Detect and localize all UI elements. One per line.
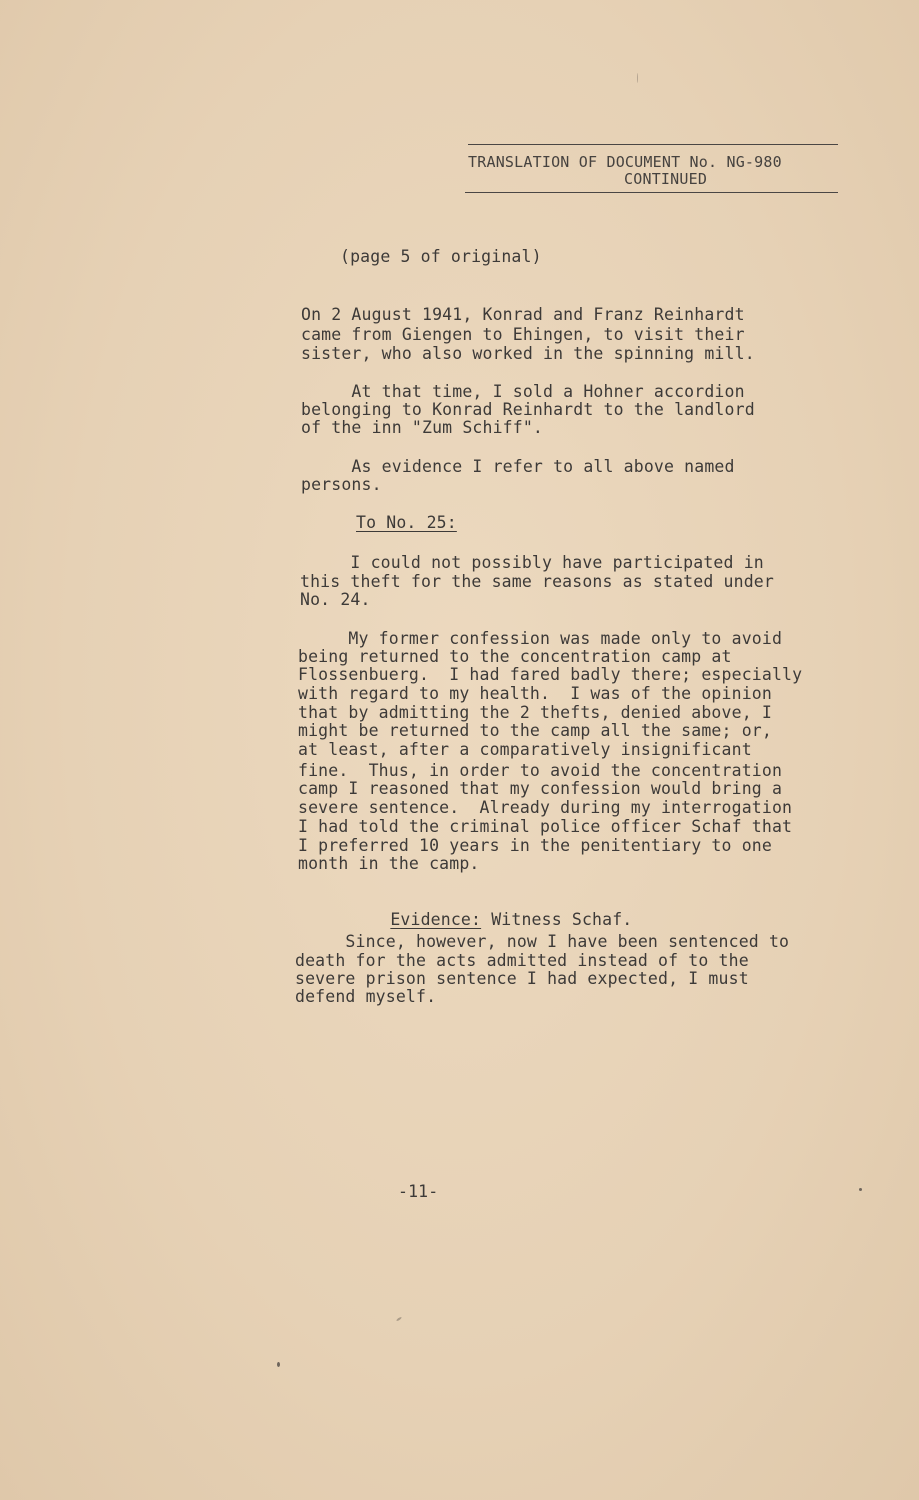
header-rule-top [468, 144, 838, 145]
text-line: this theft for the same reasons as stated under [300, 572, 774, 591]
text-line: Flossenbuerg. I had fared badly there; especially [298, 665, 803, 684]
original-page-reference: (page 5 of original) [340, 247, 542, 266]
text-line: death for the acts admitted instead of to the [295, 951, 749, 970]
text-line: severe sentence. Already during my interrogation [298, 798, 793, 817]
section-heading-no-25: To No. 25: [356, 513, 457, 532]
text-line: belonging to Konrad Reinhardt to the landlord [301, 400, 755, 419]
text-line: with regard to my health. I was of the opinion [298, 684, 772, 703]
document-title: TRANSLATION OF DOCUMENT No. NG-980 [468, 153, 782, 171]
page-number: -11- [398, 1182, 439, 1201]
evidence-label: Evidence: [390, 910, 482, 930]
text-line: persons. [301, 475, 382, 494]
text-line: I preferred 10 years in the penitentiary to one [298, 836, 772, 855]
text-line: My former confession was made only to avoid [298, 629, 783, 648]
text-line: fine. Thus, in order to avoid the concentration [298, 761, 783, 780]
text-line: I had told the criminal police officer Schaf that [298, 817, 793, 836]
document-title-continued: CONTINUED [624, 170, 708, 188]
paper-speck [277, 1362, 280, 1367]
text-line: might be returned to the camp all the same; or, [298, 721, 772, 740]
text-line: Since, however, now I have been sentenced to [295, 932, 790, 951]
text-line: defend myself. [295, 987, 437, 1006]
text-line: I could not possibly have participated in [300, 553, 764, 572]
text-line: At that time, I sold a Hohner accordion [301, 382, 745, 401]
paper-speck [396, 1316, 402, 1321]
text-line: As evidence I refer to all above named [301, 457, 735, 476]
text-line: camp I reasoned that my confession would bring a [298, 779, 783, 798]
header-rule-bottom [465, 192, 838, 193]
text-line: sister, who also worked in the spinning mill. [301, 344, 755, 363]
text-line: that by admitting the 2 thefts, denied above, I [298, 703, 772, 722]
text-line: at least, after a comparatively insignificant [298, 740, 752, 759]
paper-speck [859, 1188, 862, 1191]
text-line: of the inn "Zum Schiff". [301, 418, 544, 437]
text-line: came from Giengen to Ehingen, to visit their [301, 325, 745, 344]
text-line: month in the camp. [298, 854, 480, 873]
text-line: No. 24. [300, 590, 371, 609]
text-line: severe prison sentence I had expected, I must [295, 969, 749, 988]
evidence-text: Witness Schaf. [481, 910, 633, 930]
paper-speck [637, 73, 638, 83]
text-line: being returned to the concentration camp at [298, 647, 732, 666]
text-line: On 2 August 1941, Konrad and Franz Reinhardt [301, 305, 745, 324]
